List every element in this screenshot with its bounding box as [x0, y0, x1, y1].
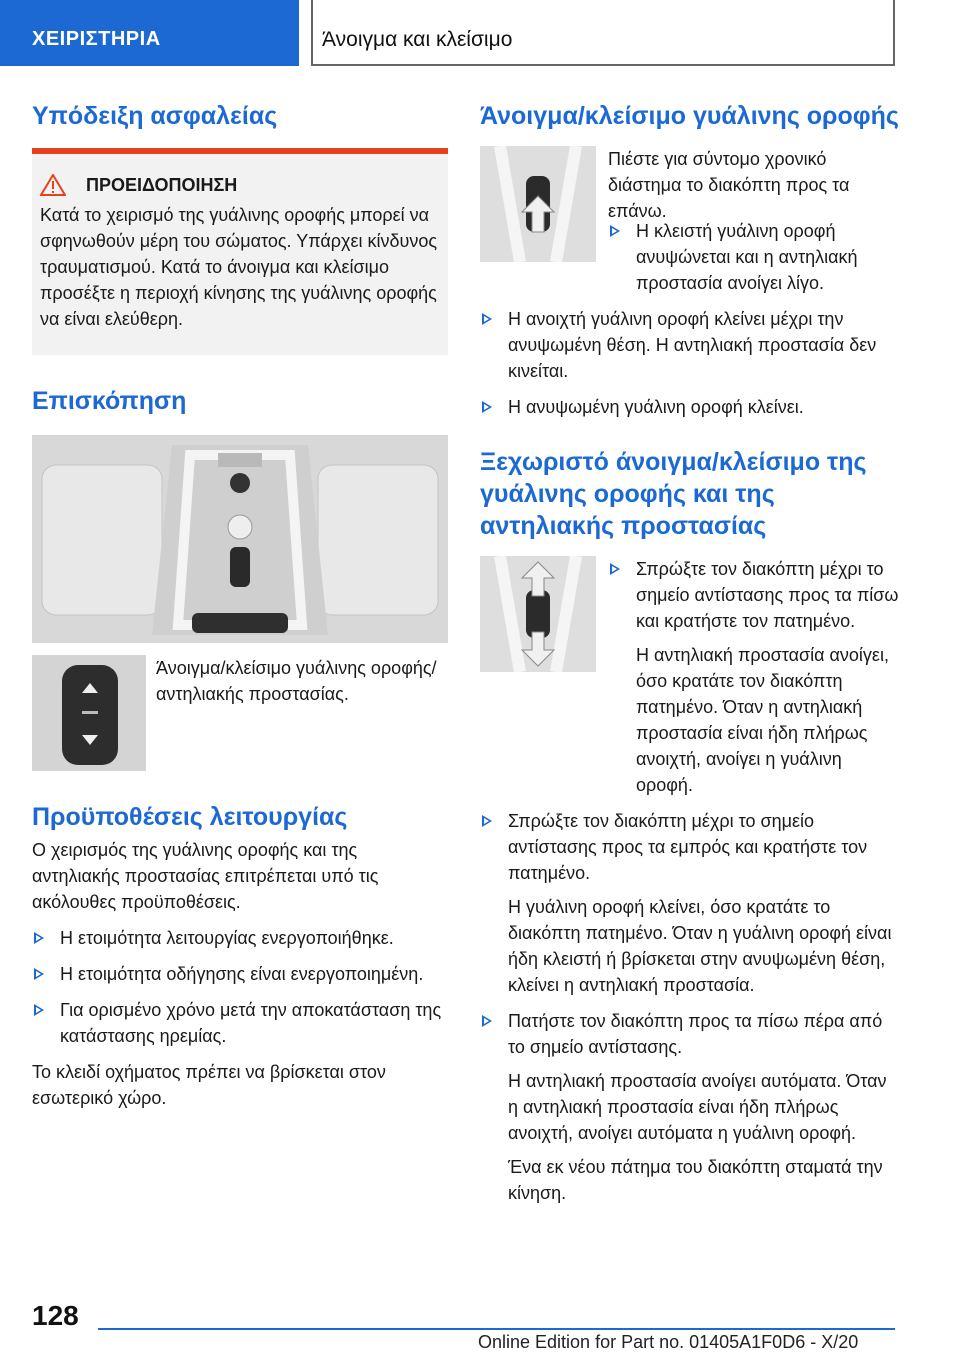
warning-title-row: [32, 174, 448, 196]
right-column: [480, 100, 900, 1206]
prerequisites-intro: Ο χειρισμός της γυάλινης οροφής και της αντηλιακής προστασίας επιτρέπεται υπό τις ακόλουθες προϋποθέσεις.: [32, 840, 379, 912]
bullet-triangle-icon: [610, 563, 620, 575]
list-item: Σπρώξτε τον διακόπτη μέχρι το σημείο αντίστασης προς τα πίσω και κρατήστε τον πατημένο. Η αντηλιακή προστασία ανοίγει, όσο κρατάτε τον διακόπτη πατημένο. Όταν η αντηλιακή προστασία είναι ήδη πλήρως ανοιχτή, ανοίγει η γυάλινη οροφή.: [608, 556, 900, 798]
section-tab: ΧΕΙΡΙΣΤΗΡΙΑ: [0, 0, 299, 66]
bullet-triangle-icon: [610, 225, 620, 237]
list-item: Σπρώξτε τον διακόπτη μέχρι το σημείο αντίστασης προς τα εμπρός και κρατήστε τον πατημένο. Η γυάλινη οροφή κλείνει, όσο κρατάτε το διακόπτη πατημένο. Όταν η γυάλινη οροφή είναι ήδη κλειστή ή βρίσκεται στην ανυψωμένη θέση, κλείνει η αντηλιακή προστασία.: [480, 808, 900, 998]
separate-first-row: [480, 556, 900, 798]
bullet-triangle-icon: [34, 968, 44, 980]
prerequisites-outro: Το κλειδί οχήματος πρέπει να βρίσκεται στον εσωτερικό χώρο.: [32, 1062, 386, 1108]
page-footer: [0, 1290, 960, 1362]
image-caption: Άνοιγμα/κλείσιμο γυάλινης οροφής/αντηλιακής προστασίας.: [156, 658, 437, 704]
roof-switch-illustration: [32, 655, 146, 771]
prerequisites-heading: Προϋποθέσεις λειτουργίας: [32, 803, 348, 831]
bullet-triangle-icon: [482, 313, 492, 325]
list-item: Η ετοιμότητα οδήγησης είναι ενεργοποιημένη.: [32, 961, 448, 987]
overhead-console-illustration: [32, 435, 448, 643]
bullet-triangle-icon: [34, 1004, 44, 1016]
list-item: Η κλειστή γυάλινη οροφή ανυψώνεται και η αντηλιακή προστασία ανοίγει λίγο.: [608, 218, 900, 296]
warning-triangle-icon: [40, 174, 66, 196]
list-item: Για ορισμένο χρόνο μετά την αποκατάσταση της κατάστασης ηρεμίας.: [32, 997, 448, 1049]
list-item: Πατήστε τον διακόπτη προς τα πίσω πέρα από το σημείο αντίστασης. Η αντηλιακή προστασία ανοίγει αυτόματα. Όταν η αντηλιακή προστασία είναι ήδη πλήρως ανοιχτή, ανοίγει αυτόματα η γυάλινη οροφή. Ένα εκ νέου πάτημα του διακόπτη σταματά την κίνηση.: [480, 1008, 900, 1206]
overview-heading: Επισκόπηση: [32, 387, 187, 415]
bullet-triangle-icon: [34, 932, 44, 944]
separate-list-first: [608, 546, 900, 798]
switch-push-both-image: [480, 556, 596, 672]
footer-rule: [98, 1328, 895, 1330]
separate-list: [480, 808, 900, 1206]
warning-box: [32, 148, 448, 355]
warning-title: ΠΡΟΕΙΔΟΠΟΙΗΣΗ: [86, 174, 238, 195]
switch-up-arrow-illustration: [480, 146, 596, 262]
bullet-triangle-icon: [482, 1015, 492, 1027]
header-divider: [311, 0, 313, 66]
edition-text: Online Edition for Part no. 01405A1F0D6 - X/20: [478, 1332, 859, 1352]
open-list: [480, 306, 900, 420]
open-list-first: [608, 218, 900, 296]
separate-heading: Ξεχωριστό άνοιγμα/κλείσιμο της γυάλινης οροφής και της αντηλιακής προστασίας: [480, 448, 867, 540]
overhead-console-image: [32, 435, 448, 643]
switch-up-down-arrows-illustration: [480, 556, 596, 672]
switch-closeup-image: [32, 655, 146, 771]
page-number: 128: [32, 1300, 79, 1331]
list-item: Η ανυψωμένη γυάλινη οροφή κλείνει.: [480, 394, 900, 420]
list-item: Η ανοιχτή γυάλινη οροφή κλείνει μέχρι την ανυψωμένη θέση. Η αντηλιακή προστασία δεν κινείται.: [480, 306, 900, 384]
open-close-heading: Άνοιγμα/κλείσιμο γυάλινης οροφής: [480, 102, 899, 130]
header-underline: [311, 64, 895, 66]
switch-push-up-image: [480, 146, 596, 262]
warning-text: Κατά το χειρισμό της γυάλινης οροφής μπορεί να σφηνωθούν μέρη του σώματος. Υπάρχει κίνδυνος τραυματισμού. Κατά το άνοιγμα και κλείσιμο προσέξτε η περιοχή κίνησης της γυάλινης οροφής να είναι ελεύθερη.: [40, 205, 438, 329]
bullet-triangle-icon: [482, 401, 492, 413]
prerequisites-list: [32, 925, 448, 1049]
page-header: [0, 0, 960, 66]
list-item: Η ετοιμότητα λειτουργίας ενεργοποιήθηκε.: [32, 925, 448, 951]
open-intro: Πιέστε για σύντομο χρονικό διάστημα το διακόπτη προς τα επάνω.: [608, 149, 850, 221]
header-divider-right: [893, 0, 895, 66]
left-column: [32, 100, 448, 1111]
bullet-triangle-icon: [482, 815, 492, 827]
chapter-title: Άνοιγμα και κλείσιμο: [322, 28, 513, 51]
caption-row: [32, 655, 448, 771]
safety-heading: Υπόδειξη ασφαλείας: [32, 102, 278, 130]
